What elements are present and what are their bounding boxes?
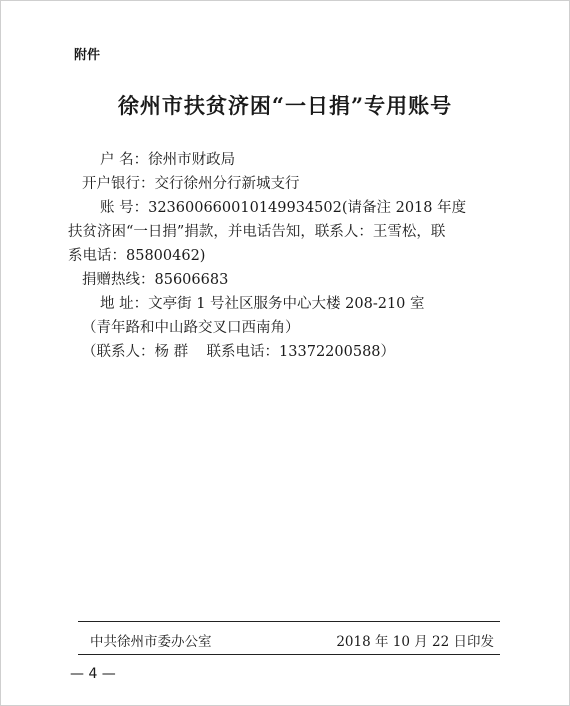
- account-note-line-3: 系电话：85800462): [68, 248, 206, 264]
- account-number-row: [82, 196, 492, 220]
- account-name-value: 徐州市财政局: [148, 152, 236, 168]
- bank-label: 开户银行：: [82, 176, 155, 192]
- account-number-label: 账 号：: [100, 200, 149, 216]
- account-number-value: 32360066001014993450‌2(请备注 2018 年度: [148, 200, 467, 216]
- page-number: — 4 —: [70, 666, 116, 682]
- issue-date: 2018 年 10 月 22 日印发: [336, 634, 494, 650]
- address-row: [82, 292, 492, 316]
- footer-bottom-rule: [78, 654, 500, 655]
- document-body: [68, 148, 492, 364]
- address-value: 文亭街 1 号社区服务中心大楼 208-210 室: [148, 296, 425, 312]
- footer: [90, 630, 494, 650]
- hotline-value: 85606683: [154, 272, 229, 288]
- account-name-label: 户 名：: [100, 152, 149, 168]
- contact-line: （联系人：杨 群 联系电话：13372200588）: [82, 344, 396, 360]
- bank-value: 交行徐州分行新城支行: [154, 176, 300, 192]
- address-label: 地 址：: [100, 296, 149, 312]
- account-note-line-2: 扶贫济困“一日捐”捐款，并电话告知，联系人：王雪松，联: [68, 224, 446, 240]
- document-title: 徐州市扶贫济困“一日捐”专用账号: [117, 93, 453, 118]
- footer-top-rule: [78, 621, 500, 622]
- account-name-row: [82, 148, 492, 172]
- bank-row: [82, 172, 492, 196]
- address-line-2: （青年路和中山路交叉口西南角）: [82, 320, 300, 336]
- hotline-label: 捐赠热线：: [82, 272, 155, 288]
- hotline-row: [82, 268, 492, 292]
- issuer: 中共徐州市委办公室: [90, 634, 212, 650]
- attachment-label: 附件: [74, 48, 101, 63]
